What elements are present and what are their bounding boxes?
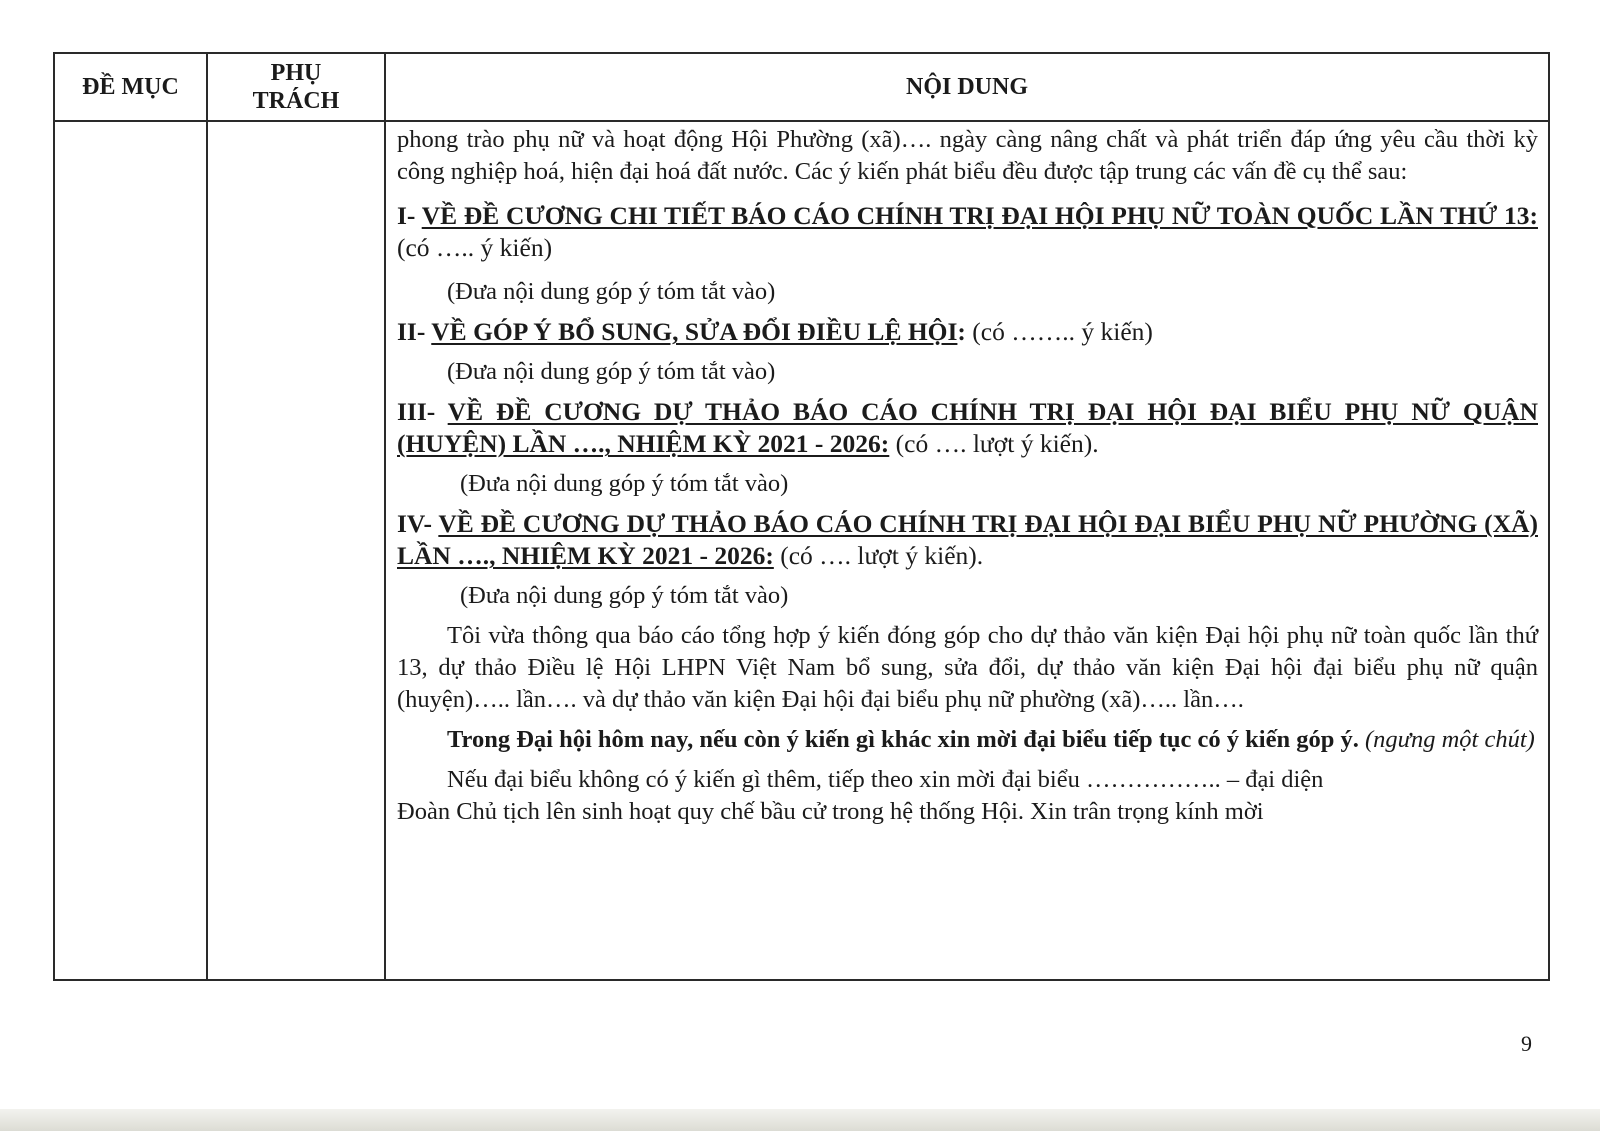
- section-2-prefix: II-: [397, 317, 432, 346]
- invitation-italic-note: (ngưng một chút): [1364, 726, 1535, 753]
- closing-line-1: Nếu đại biểu không có ý kiến gì thêm, tiếp theo xin mời đại biểu …………….. – đại diện: [447, 766, 1324, 793]
- section-4-heading: [397, 508, 1538, 572]
- header-noi-dung: [385, 53, 1549, 121]
- section-2-title: VỀ GÓP Ý BỔ SUNG, SỬA ĐỔI ĐIỀU LỆ HỘI: [431, 317, 958, 346]
- noi-dung-cell: [385, 121, 1549, 980]
- section-2-placeholder: (Đưa nội dung góp ý tóm tắt vào): [447, 358, 776, 385]
- document-table: [53, 52, 1550, 981]
- invitation-paragraph: [397, 724, 1538, 756]
- header-phu-trach: [207, 53, 385, 121]
- section-1-placeholder: (Đưa nội dung góp ý tóm tắt vào): [447, 278, 776, 305]
- section-2-colon: :: [957, 317, 966, 346]
- section-4-note: (có …. lượt ý kiến).: [773, 541, 984, 570]
- header-noi-dung-label: NỘI DUNG: [905, 74, 1028, 100]
- section-3-title: VỀ ĐỀ CƯƠNG DỰ THẢO BÁO CÁO CHÍNH TRỊ ĐẠI HỘI ĐẠI BIỂU PHỤ NỮ QUẬN (HUYỆN) LẦN …., NHIỆM KỲ 2021 - 2026:: [397, 397, 1538, 458]
- section-3-placeholder: (Đưa nội dung góp ý tóm tắt vào): [460, 470, 789, 497]
- page-number: 9: [1521, 1031, 1532, 1056]
- section-4-title: VỀ ĐỀ CƯƠNG DỰ THẢO BÁO CÁO CHÍNH TRỊ ĐẠI HỘI ĐẠI BIỂU PHỤ NỮ PHƯỜNG (XÃ) LẦN …., NHIỆM KỲ 2021 - 2026:: [397, 509, 1538, 570]
- header-de-muc-label: ĐỀ MỤC: [82, 74, 179, 100]
- table-row: [54, 121, 1549, 980]
- section-4-placeholder: (Đưa nội dung góp ý tóm tắt vào): [460, 582, 789, 609]
- section-1-title: VỀ ĐỀ CƯƠNG CHI TIẾT BÁO CÁO CHÍNH TRỊ ĐẠI HỘI PHỤ NỮ TOÀN QUỐC LẦN THỨ 13:: [421, 201, 1538, 230]
- phu-trach-cell: [207, 121, 385, 980]
- section-3-prefix: III-: [397, 397, 448, 426]
- section-2-heading: [397, 316, 1538, 348]
- section-3-heading: [397, 396, 1538, 460]
- section-1-note: (có ….. ý kiến): [397, 233, 553, 262]
- section-2-note: (có …….. ý kiến): [965, 317, 1153, 346]
- section-1-prefix: I-: [397, 201, 422, 230]
- de-muc-cell: [54, 121, 207, 980]
- intro-paragraph: phong trào phụ nữ và hoạt động Hội Phường (xã)…. ngày càng nâng chất và phát triển đáp ứng yêu cầu thời kỳ công nghiệp hoá, hiện đại hoá đất nước. Các ý kiến phát biểu đều được tập trung các vấn đề cụ thể sau:: [397, 126, 1538, 185]
- section-3-note: (có …. lượt ý kiến).: [889, 429, 1099, 458]
- closing-line-2: Đoàn Chủ tịch lên sinh hoạt quy chế bầu cử trong hệ thống Hội. Xin trân trọng kính mời: [397, 798, 1264, 825]
- summary-paragraph: Tôi vừa thông qua báo cáo tổng hợp ý kiến đóng góp cho dự thảo văn kiện Đại hội phụ nữ toàn quốc lần thứ 13, dự thảo Điều lệ Hội LHPN Việt Nam bổ sung, sửa đổi, dự thảo văn kiện Đại hội đại biểu phụ nữ quận (huyện)….. lần…. và dự thảo văn kiện Đại hội đại biểu phụ nữ phường (xã)….. lần….: [397, 622, 1538, 713]
- scan-bottom-edge: [0, 1109, 1600, 1131]
- table-header-row: [54, 53, 1549, 121]
- invitation-bold-text: Trong Đại hội hôm nay, nếu còn ý kiến gì khác xin mời đại biểu tiếp tục có ý kiến góp ý.: [447, 726, 1359, 753]
- header-phu-trach-line1: PHỤ: [270, 60, 322, 86]
- section-1-heading: [397, 200, 1538, 264]
- header-phu-trach-line2: TRÁCH: [252, 88, 340, 114]
- section-4-prefix: IV-: [397, 509, 439, 538]
- header-de-muc: [54, 53, 207, 121]
